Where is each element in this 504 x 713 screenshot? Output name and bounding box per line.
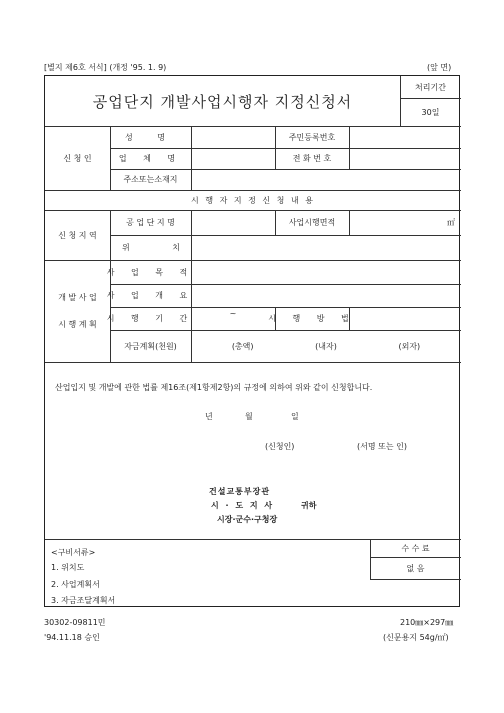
content-header: 시 행 자 지 정 신 청 내 용	[191, 195, 315, 205]
project-period-field[interactable]	[191, 307, 275, 330]
addressee-honorific: 귀하	[301, 501, 317, 510]
date-day-label: 일	[291, 412, 299, 421]
fund-plan-label: 자금계획(천원)	[124, 341, 177, 351]
addressee-governor: 시 · 도 지 사	[211, 501, 275, 510]
approval-date: '94.11.18 승인	[44, 633, 100, 642]
fund-domestic-label: (내자)	[315, 341, 337, 351]
project-method-label: 시 행 방 법	[268, 314, 356, 323]
document-item: 3. 자금조달계획서	[51, 596, 116, 605]
divider	[45, 362, 461, 363]
fee-label: 수 수 료	[401, 543, 430, 553]
plan-section-label	[45, 260, 110, 362]
project-area-label: 사업시행면적	[288, 218, 336, 227]
address-field[interactable]	[191, 169, 461, 190]
addressee-mayor: 시장·군수·구청장	[217, 515, 278, 524]
form-id-label: [별지 제6호 서식] (개정 '95. 1. 9)	[44, 63, 167, 72]
project-purpose-label: 사 업 목 적	[106, 267, 195, 277]
project-overview-label: 사 업 개 요	[106, 291, 195, 300]
company-name-label: 업 체 명	[118, 154, 183, 163]
project-area-field[interactable]	[349, 210, 461, 235]
industrial-site-field[interactable]	[191, 210, 275, 235]
paper-type: (신문용지 54g/㎡)	[383, 633, 449, 642]
application-statement: 산업입지 및 개발에 관한 법률 제16조(제1항제2항)의 규정에 의하여 위와 같이 신청합니다.	[55, 383, 373, 392]
fund-foreign-label: (외자)	[398, 341, 421, 351]
applicant-sign-label: (신청인)	[265, 442, 295, 451]
phone-number-field[interactable]	[349, 148, 461, 169]
project-purpose-field[interactable]	[191, 260, 461, 284]
required-documents-title: <구비서류>	[51, 548, 96, 557]
signature-hint: (서명 또는 인)	[357, 442, 407, 451]
document-item: 1. 위치도	[51, 563, 85, 572]
fund-total-label: (총액)	[231, 341, 254, 351]
name-label: 성 명	[125, 132, 176, 142]
area-unit: ㎡	[447, 218, 455, 227]
paper-size: 210㎜×297㎜	[400, 618, 454, 627]
plan-section-line1: 개 발 사 업	[58, 293, 97, 302]
name-field[interactable]	[191, 126, 275, 148]
address-label: 주소또는소재지	[123, 175, 178, 184]
resident-number-field[interactable]	[349, 126, 461, 148]
phone-number-label: 전 화 번 호	[292, 154, 332, 163]
applicant-section-label: 신 청 인	[63, 153, 92, 163]
project-overview-field[interactable]	[191, 284, 461, 307]
page-side-label: (앞 면)	[427, 63, 452, 72]
location-field[interactable]	[191, 235, 461, 260]
region-section-label: 신 청 지 역	[58, 230, 97, 240]
resident-number-label: 주민등록번호	[288, 132, 336, 142]
project-method-field[interactable]	[349, 307, 461, 330]
form-code: 30302-09811민	[44, 618, 106, 627]
divider	[370, 579, 461, 580]
industrial-site-label: 공 업 단 지 명	[126, 218, 175, 227]
processing-period-label: 처리기간	[415, 82, 446, 92]
location-label: 위 치	[122, 243, 180, 252]
form-title: 공업단지 개발사업시행자 지정신청서	[92, 92, 353, 111]
plan-section-line2: 시 행 계 획	[58, 320, 97, 329]
project-period-label: 시 행 기 간	[106, 314, 195, 323]
company-name-field[interactable]	[191, 148, 275, 169]
date-year-label: 년	[205, 412, 213, 421]
date-month-label: 월	[245, 412, 253, 421]
addressee-minister: 건설교통부장관	[209, 487, 271, 496]
fee-value: 없 음	[406, 563, 425, 573]
fund-plan-field[interactable]	[191, 330, 461, 362]
processing-period-value: 30일	[421, 107, 440, 117]
period-separator: ~	[229, 309, 237, 318]
document-item: 2. 사업계획서	[51, 580, 100, 589]
application-form	[44, 75, 460, 607]
